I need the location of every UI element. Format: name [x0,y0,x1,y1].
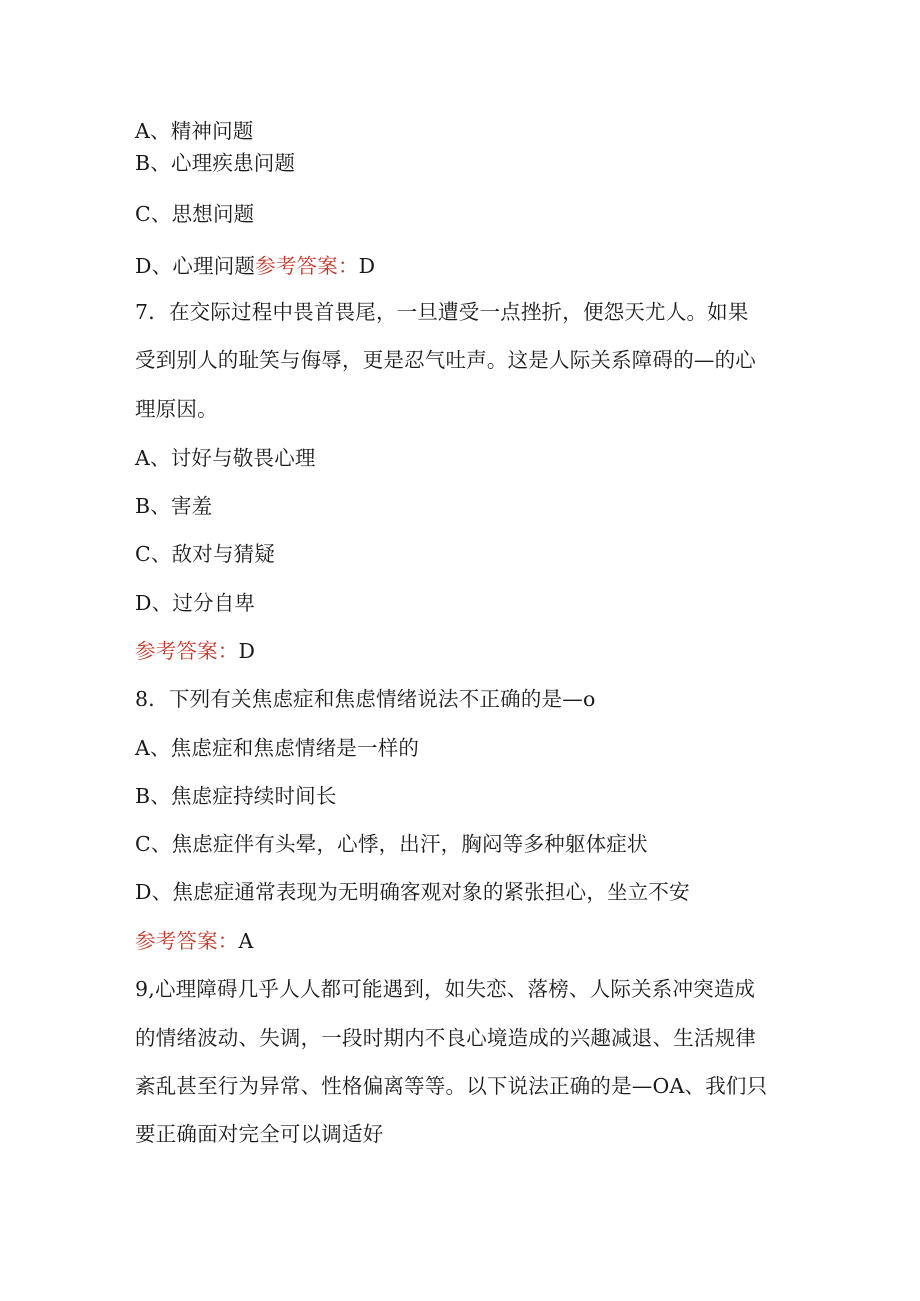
q6-option-a: A、精神问题 [135,119,254,143]
q6-option-d-line [135,252,375,280]
q8-answer-line [135,927,254,955]
q6-option-d: D、心理问题 [135,254,256,278]
q7-option-b: B、害羞 [135,494,213,518]
q7-answer-value: D [238,639,256,663]
q6-option-b: B、心理疾患问题 [135,151,296,175]
q8-option-b: B、焦虑症持续时间长 [135,784,337,808]
q7-option-d: D、过分自卑 [135,591,256,615]
q7-stem-line-1: 7．在交际过程中畏首畏尾，一旦遭受一点挫折，便怨天尤人。如果 [135,300,749,324]
q9-stem-line-4: 要正确面对完全可以调适好 [135,1122,384,1146]
q8-stem: 8．下列有关焦虑症和焦虑情绪说法不正确的是—o [135,687,596,711]
q8-option-d: D、焦虑症通常表现为无明确客观对象的紧张担心，坐立不安 [135,880,690,904]
q7-answer-label: 参考答案： [135,639,239,663]
q9-stem-line-3: 紊乱甚至行为异常、性格偏离等等。以下说法正确的是—OA、我们只 [135,1074,768,1098]
q6-answer-label: 参考答案： [255,254,359,278]
q7-stem-line-3: 理原因。 [135,397,218,421]
q7-answer-line [135,637,255,665]
q9-stem-line-2: 的情绪波动、失调，一段时期内不良心境造成的兴趣减退、生活规律 [135,1026,756,1050]
q9-stem-line-1: 9,心理障碍几乎人人都可能遇到，如失恋、落榜、人际关系冲突造成 [135,977,756,1001]
q8-option-a: A、焦虑症和焦虑情绪是一样的 [135,736,420,760]
q8-answer-value: A [238,929,254,953]
q8-answer-label: 参考答案： [135,929,239,953]
q7-option-c: C、敌对与猜疑 [135,542,276,566]
q8-option-c: C、焦虑症伴有头晕，心悸，出汗，胸闷等多种躯体症状 [135,832,648,856]
q6-answer-value: D [358,254,376,278]
q7-option-a: A、讨好与敬畏心理 [135,446,316,470]
q6-option-c: C、思想问题 [135,202,255,226]
q7-stem-line-2: 受到别人的耻笑与侮辱，更是忍气吐声。这是人际关系障碍的—的心 [135,348,756,372]
